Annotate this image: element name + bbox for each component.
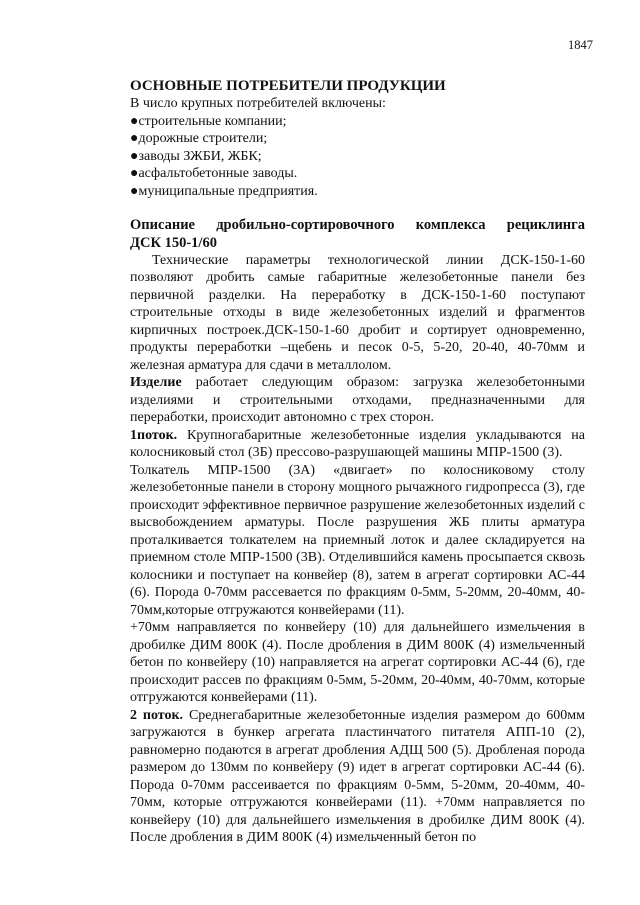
- paragraph-flow2-text: Среднегабаритные железобетонные изделия размером до 600мм загружаются в бункер агрегата пластинчатого питателя АПП-10 (2), равномерно подаются в агрегат дробления АДЩ 500 (5). Дробленая порода размером до 130мм по конвейеру (9) идет в агрегат сортировки АС-44 (6). Порода 0-70мм рассеивается по фракциям 0-5мм, 5-20мм, 20-40мм, 40-70мм, которые отгружаются конвейерами (11). +70мм направляется по конвейеру (10) для дальнейшего измельчения в дробилке ДИМ 800К (4). После дробления в ДИМ 800К (4) измельченный бетон по: [130, 707, 585, 845]
- list-item: ●муниципальные предприятия.: [130, 183, 318, 199]
- list-item: ●дорожные строители;: [130, 131, 268, 146]
- paragraph-flow1-text: Крупногабаритные железобетонные изделия укладываются на колосниковый стол (3Б) прессово-разрушающей машины МПР-1500 (3).: [130, 427, 585, 460]
- consumers-intro: В число крупных потребителей включены:: [130, 96, 386, 111]
- paragraph-crushing: +70мм направляется по конвейеру (10) для дальнейшего измельчения в дробилке ДИМ 800К (4). После дробления в ДИМ 800К (4) измельченный бетон по конвейеру (10) направляется на агрегат сортировки АС-44 (6), где происходит рассев по фракциям 0-5мм, 5-20мм, 20-40мм, 40-70мм, которые отгружаются конвейерами (11).: [130, 620, 585, 705]
- paragraph-flow1-lead: 1поток.: [130, 427, 178, 443]
- page-number: 1847: [568, 38, 593, 52]
- paragraph-operation: [130, 374, 585, 427]
- paragraph-flow2: [130, 707, 585, 847]
- list-item: ●асфальтобетонные заводы.: [130, 166, 298, 181]
- list-item: ●заводы ЗЖБИ, ЖБК;: [130, 148, 262, 164]
- section-title-line2: ДСК 150-1/60: [130, 234, 217, 251]
- paragraph-flow2-lead: 2 поток.: [130, 707, 184, 723]
- section-title-line1: Описание дробильно-сортировочного комплекса рециклинга: [130, 217, 585, 233]
- document-body: [130, 78, 585, 847]
- paragraph-pusher: Толкатель МПР-1500 (3А) «двигает» по колосниковому столу железобетонные панели в сторону мощного рычажного гидропресса (3), где происходит эффективное первичное разрушение железобетонных изделий с высвобождением арматуры. После разрушения ЖБ плиты арматура проталкивается толкателем на приемный лоток и далее складируется на приемном столе МПР-1500 (3В). Отделившийся камень просыпается сквозь колосники и поступает на конвейер (8), затем в агрегат сортировки АС-44 (6). Порода 0-70мм рассевается по фракциям 0-5мм, 5-20мм, 20-40мм, 40-70мм,которые отгружаются конвейерами (11).: [130, 462, 585, 618]
- paragraph-operation-lead: Изделие: [130, 375, 182, 390]
- section-heading-consumers: ОСНОВНЫЕ ПОТРЕБИТЕЛИ ПРОДУКЦИИ: [130, 78, 446, 94]
- paragraph-operation-text: работает следующим образом: загрузка железобетонными изделиями и строительными отходами, предназначенными для переработки, происходит автономно с трех сторон.: [130, 375, 585, 425]
- paragraph-flow1: [130, 427, 585, 462]
- paragraph-technical: Технические параметры технологической линии ДСК-150-1-60 позволяют дробить самые габаритные железобетонные панели без первичной разделки. На переработку в ДСК-150-1-60 поступают строительные отходы в виде железобетонных изделий и фрагментов кирпичных построек.ДСК-150-1-60 дробит и сортирует одновременно, продукты переработки –щебень и песок 0-5, 5-20, 20-40, 40-70мм и железная арматура для сдачи в металлолом.: [130, 252, 585, 373]
- list-item: ●строительные компании;: [130, 113, 287, 129]
